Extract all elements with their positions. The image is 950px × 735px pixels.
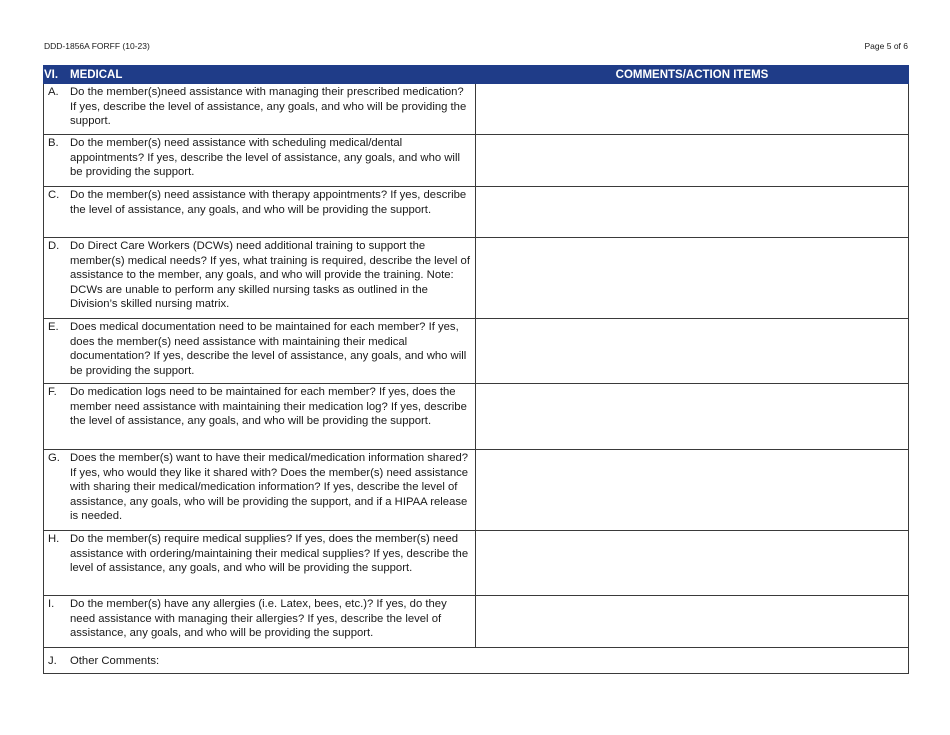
question-text: Do Direct Care Workers (DCWs) need additional training to support the member(s) medical needs? If yes, what training is required, describe the level of assistance to the member, any goals, and who will provide the training. Note: DCWs are unable to perform any skilled nursing tasks as outlined in the Division’s skilled nursing matrix. <box>70 240 470 311</box>
question-letter: H. <box>48 533 60 545</box>
section-header-row <box>44 66 909 84</box>
question-text: Do the member(s) require medical supplies? If yes, does the member(s) need assistance with ordering/maintaining their medical supplies? If yes, describe the level of assistance, any goals, and who will be providing the support. <box>70 533 469 575</box>
question-letter: F. <box>48 386 57 398</box>
question-row <box>44 531 909 596</box>
comment-field-b[interactable] <box>476 135 909 187</box>
form-id: DDD-1856A FORFF (10-23) <box>44 41 150 51</box>
section-title <box>44 66 476 84</box>
question-row <box>44 135 909 187</box>
medical-section-table <box>43 65 909 674</box>
question-row <box>44 384 909 450</box>
question-cell <box>44 84 476 135</box>
section-number: VI. <box>44 68 59 81</box>
comments-header: COMMENTS/ACTION ITEMS <box>476 66 909 84</box>
question-row <box>44 84 909 135</box>
question-row <box>44 319 909 384</box>
comment-field-c[interactable] <box>476 187 909 238</box>
question-letter: I. <box>48 598 55 610</box>
comment-field-e[interactable] <box>476 319 909 384</box>
question-row <box>44 450 909 531</box>
question-letter: D. <box>48 240 60 252</box>
comment-field-g[interactable] <box>476 450 909 531</box>
section-name: MEDICAL <box>70 68 123 81</box>
question-cell <box>44 450 476 531</box>
comment-field-h[interactable] <box>476 531 909 596</box>
question-cell <box>44 135 476 187</box>
question-text: Does the member(s) want to have their medical/medication information shared? If yes, who would they like it shared with? Does the member(s) need assistance with sharing their medical/medication information? If yes, describe the level of assistance, any goals, who will be providing the support, and if a HIPAA release is needed. <box>70 452 469 523</box>
question-text: Do the member(s) need assistance with scheduling medical/dental appointments? If yes, describe the level of assistance, any goals, and who will be providing the support. <box>70 137 460 179</box>
question-text: Do the member(s) need assistance with therapy appointments? If yes, describe the level of assistance, any goals, and who will be providing the support. <box>70 189 467 216</box>
comment-field-d[interactable] <box>476 238 909 319</box>
question-letter: G. <box>48 452 60 464</box>
comment-field-i[interactable] <box>476 596 909 648</box>
question-cell <box>44 187 476 238</box>
question-cell <box>44 596 476 648</box>
question-row <box>44 596 909 648</box>
question-text: Does medical documentation need to be maintained for each member? If yes, does the member(s) need assistance with maintaining their medical documentation? If yes, describe the level of assistance, any goals, and who will be providing the support. <box>70 321 467 377</box>
question-letter: B. <box>48 137 59 149</box>
other-comments-row <box>44 648 909 674</box>
question-letter: E. <box>48 321 59 333</box>
comment-field-f[interactable] <box>476 384 909 450</box>
question-cell <box>44 238 476 319</box>
question-cell <box>44 531 476 596</box>
other-comments-field[interactable] <box>44 648 909 674</box>
question-cell <box>44 384 476 450</box>
question-row <box>44 187 909 238</box>
question-letter: A. <box>48 86 59 98</box>
other-comments-label: Other Comments: <box>70 655 160 667</box>
question-text: Do the member(s) have any allergies (i.e. Latex, bees, etc.)? If yes, do they need assistance with managing their allergies? If yes, describe the level of assistance, any goals, and who will be providing the support. <box>70 598 447 640</box>
question-text: Do the member(s)need assistance with managing their prescribed medication? If yes, describe the level of assistance, any goals, and who will be providing the support. <box>70 86 467 128</box>
page-number: Page 5 of 6 <box>864 41 908 51</box>
question-cell <box>44 319 476 384</box>
question-letter: C. <box>48 189 60 201</box>
other-comments-letter: J. <box>48 655 57 667</box>
question-text: Do medication logs need to be maintained for each member? If yes, does the member need assistance with maintaining their medication log? If yes, describe the level of assistance, any goals, and who will be providing the support. <box>70 386 467 428</box>
comment-field-a[interactable] <box>476 84 909 135</box>
question-row <box>44 238 909 319</box>
